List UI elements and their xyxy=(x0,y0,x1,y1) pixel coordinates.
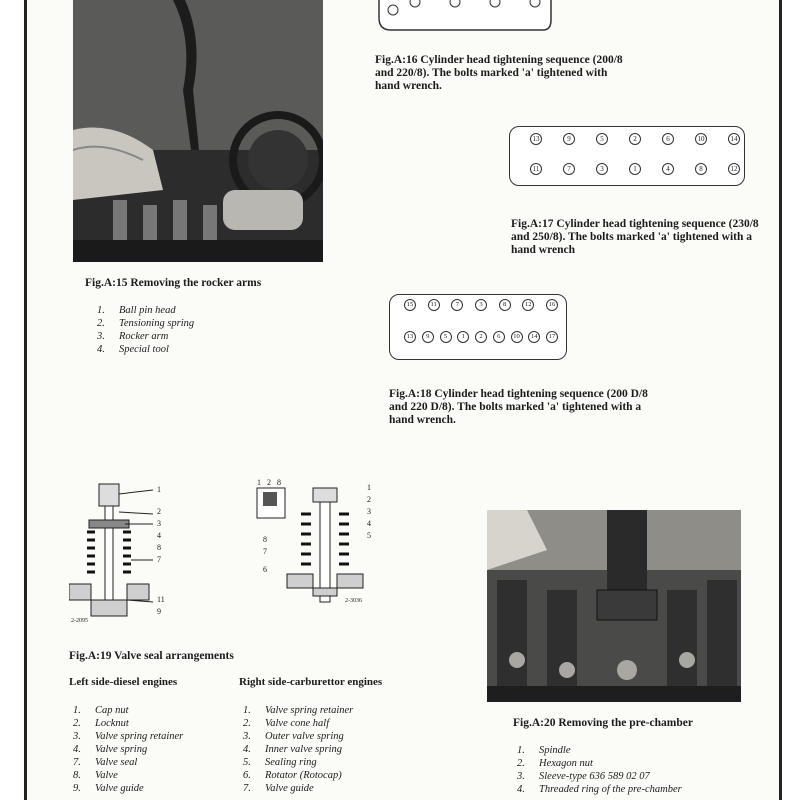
bolt-number: 7 xyxy=(451,299,463,311)
bolt-number: 5 xyxy=(440,331,452,343)
list-item: 1. Valve spring retainer xyxy=(243,705,354,716)
bolt-number: 15 xyxy=(404,299,416,311)
list-item: 9. Valve guide xyxy=(73,783,144,794)
list-item: 4. Threaded ring of the pre-chamber xyxy=(517,784,682,795)
bolt-number: 8 xyxy=(695,163,707,175)
list-item: 4. Inner valve spring xyxy=(243,744,342,755)
bolt-number: 6 xyxy=(493,331,505,343)
carburettor-diagram-code: 2-3036 xyxy=(345,598,362,604)
left-side-heading: Left side-diesel engines xyxy=(69,676,178,688)
fig17-caption: Fig.A:17 Cylinder head tightening sequence (230/8 and 250/8). The bolts marked 'a' tightened with a hand wrench xyxy=(511,218,759,256)
fig17-bolt-diagram xyxy=(509,126,745,186)
fig19-caption: Fig.A:19 Valve seal arrangements xyxy=(69,650,234,662)
fig20-caption: Fig.A:20 Removing the pre-chamber xyxy=(513,717,693,729)
bolt-number: 4 xyxy=(662,163,674,175)
carburettor-valve-diagram xyxy=(253,478,373,608)
bolt-number: 10 xyxy=(511,331,523,343)
bolt-number: 14 xyxy=(528,331,540,343)
bolt-number: 2 xyxy=(475,331,487,343)
list-item: 3. Outer valve spring xyxy=(243,731,344,742)
diesel-diagram-labels: 1 2 3 4 8 7 11 9 xyxy=(157,485,165,616)
bolt-number: 10 xyxy=(695,133,707,145)
diesel-legend xyxy=(73,704,243,795)
list-item: 3. Rocker arm xyxy=(97,331,169,342)
list-item: 2. Valve cone half xyxy=(243,718,330,729)
carburettor-legend xyxy=(243,704,423,795)
fig16-caption: Fig.A:16 Cylinder head tightening sequence (200/8 and 220/8). The bolts marked 'a' tightened with hand wrench. xyxy=(375,54,623,92)
list-item: 2. Hexagon nut xyxy=(517,758,593,769)
fig20-legend xyxy=(517,744,757,796)
bolt-number: 14 xyxy=(728,133,740,145)
bolt-number: 2 xyxy=(629,133,641,145)
bolt-number: 5 xyxy=(596,133,608,145)
bolt-number: 7 xyxy=(563,163,575,175)
right-side-heading: Right side-carburettor engines xyxy=(239,676,383,688)
pre-chamber-photo xyxy=(487,510,741,702)
bolt-number: 12 xyxy=(522,299,534,311)
bolt-number: 16 xyxy=(546,299,558,311)
list-item: 8. Valve xyxy=(73,770,118,781)
list-item: 7. Valve guide xyxy=(243,783,314,794)
bolt-number: 11 xyxy=(428,299,440,311)
list-item: 2. Locknut xyxy=(73,718,129,729)
fig18-bolt-diagram xyxy=(389,294,567,360)
carburettor-left-labels: 8 7 6 xyxy=(263,535,267,574)
list-item: 2. Tensioning spring xyxy=(97,318,195,329)
list-item: 6. Rotator (Rotocap) xyxy=(243,770,342,781)
diesel-diagram-code: 2-2095 xyxy=(71,618,88,624)
carburettor-inset-labels: 1 2 8 xyxy=(257,478,281,487)
bolt-number: 9 xyxy=(422,331,434,343)
bolt-number: 13 xyxy=(404,331,416,343)
bolt-number: 9 xyxy=(563,133,575,145)
manual-page xyxy=(24,0,782,800)
list-item: 4. Special tool xyxy=(97,344,169,355)
list-item: 1. Cap nut xyxy=(73,705,129,716)
bolt-number: 3 xyxy=(475,299,487,311)
list-item: 1. Spindle xyxy=(517,745,571,756)
bolt-number: 8 xyxy=(499,299,511,311)
bolt-number: 1 xyxy=(629,163,641,175)
carburettor-diagram-labels: 1 2 3 4 5 xyxy=(367,483,371,540)
list-item: 7. Valve seal xyxy=(73,757,138,768)
bolt-number: 11 xyxy=(530,163,542,175)
list-item: 1. Ball pin head xyxy=(97,305,176,316)
bolt-number: 6 xyxy=(662,133,674,145)
bolt-number: 17 xyxy=(546,331,558,343)
rocker-arm-photo xyxy=(73,0,323,262)
list-item: 5. Sealing ring xyxy=(243,757,317,768)
fig16-bolt-diagram xyxy=(375,0,555,32)
fig15-legend xyxy=(97,304,297,356)
list-item: 4. Valve spring xyxy=(73,744,148,755)
bolt-number: 1 xyxy=(457,331,469,343)
list-item: 3. Sleeve-type 636 589 02 07 xyxy=(517,771,650,782)
bolt-number: 12 xyxy=(728,163,740,175)
bolt-number: 13 xyxy=(530,133,542,145)
list-item: 3. Valve spring retainer xyxy=(73,731,184,742)
fig18-caption: Fig.A:18 Cylinder head tightening sequence (200 D/8 and 220 D/8). The bolts marked 'a' tightened with a hand wrench. xyxy=(389,388,648,426)
bolt-number: 3 xyxy=(596,163,608,175)
fig15-caption: Fig.A:15 Removing the rocker arms xyxy=(85,277,262,289)
